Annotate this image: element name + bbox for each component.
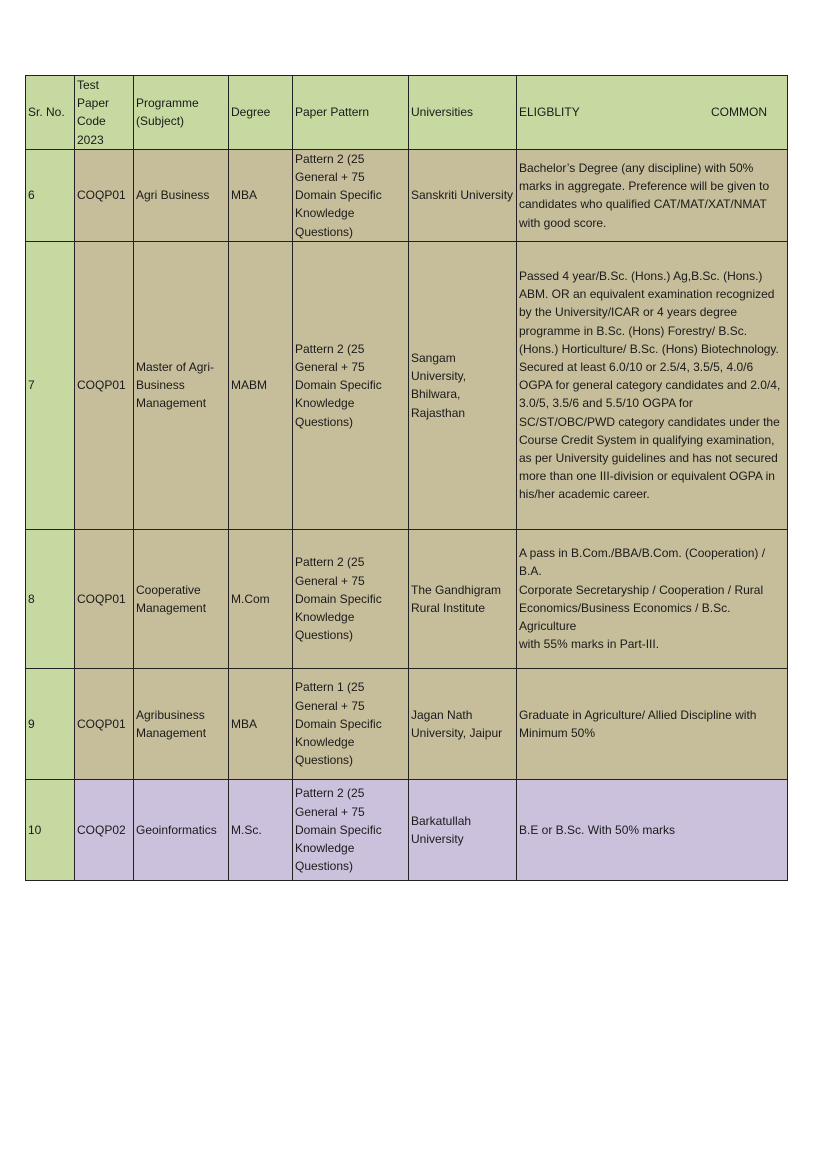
header-degree: Degree [229,76,293,150]
paper-pattern-cell: Pattern 1 (25 General + 75 Domain Specific Knowledge Questions) [293,668,409,779]
degree-cell: MBA [229,668,293,779]
table-row [26,668,788,779]
programme-cell: Geoinformatics [134,779,229,880]
degree-cell: MABM [229,241,293,529]
header-universities: Universities [409,76,517,150]
table-row [26,779,788,880]
paper-pattern-cell: Pattern 2 (25 General + 75 Domain Specific Knowledge Questions) [293,241,409,529]
sr-no-cell: 6 [26,149,75,241]
university-cell: Jagan Nath University, Jaipur [409,668,517,779]
paper-pattern-cell: Pattern 2 (25 General + 75 Domain Specific Knowledge Questions) [293,529,409,668]
programme-cell: Cooperative Management [134,529,229,668]
header-programme: Programme (Subject) [134,76,229,150]
eligibility-label: ELIGBLITY [519,105,580,120]
programme-cell: Agri Business [134,149,229,241]
eligibility-cell: A pass in B.Com./BBA/B.Com. (Cooperation) / B.A. Corporate Secretaryship / Cooperation / Rural Economics/Business Economics / B.Sc. Agriculture with 55% marks in Part-III. [517,529,788,668]
test-code-cell: COQP01 [75,241,134,529]
test-code-cell: COQP02 [75,779,134,880]
eligibility-cell: B.E or B.Sc. With 50% marks [517,779,788,880]
category-label: COMMON [711,105,767,120]
header-sr-no: Sr. No. [26,76,75,150]
eligibility-cell: Passed 4 year/B.Sc. (Hons.) Ag,B.Sc. (Hons.) ABM. OR an equivalent examination recognized by the University/ICAR or 4 years degree programme in B.Sc. (Hons) Forestry/ B.Sc. (Hons.) Horticulture/ B.Sc. (Hons) Biotechnology. Secured at least 6.0/10 or 2.5/4, 3.5/5, 4.0/6 OGPA for general category candidates and 2.0/4, 3.0/5, 3.5/6 and 5.5/10 OGPA for SC/ST/OBC/PWD category candidates under the Course Credit System in qualifying examination, as per University guidelines and has not secured more than one III-division or equivalent OGPA in his/her academic career. [517,241,788,529]
sr-no-cell: 10 [26,779,75,880]
table-row [26,149,788,241]
university-cell: Sangam University, Bhilwara, Rajasthan [409,241,517,529]
table-row [26,529,788,668]
test-code-cell: COQP01 [75,529,134,668]
degree-cell: M.Sc. [229,779,293,880]
sr-no-cell: 9 [26,668,75,779]
degree-cell: M.Com [229,529,293,668]
university-cell: Sanskriti University [409,149,517,241]
eligibility-table [25,75,788,881]
university-cell: Barkatullah University [409,779,517,880]
test-code-cell: COQP01 [75,668,134,779]
degree-cell: MBA [229,149,293,241]
header-row [26,76,788,150]
table-row [26,241,788,529]
header-eligibility [517,76,788,150]
university-cell: The Gandhigram Rural Institute [409,529,517,668]
header-test-code: Test Paper Code 2023 [75,76,134,150]
paper-pattern-cell: Pattern 2 (25 General + 75 Domain Specific Knowledge Questions) [293,149,409,241]
eligibility-cell: Graduate in Agriculture/ Allied Discipline with Minimum 50% [517,668,788,779]
header-paper-pattern: Paper Pattern [293,76,409,150]
test-code-cell: COQP01 [75,149,134,241]
programme-cell: Master of Agri-Business Management [134,241,229,529]
sr-no-cell: 7 [26,241,75,529]
sr-no-cell: 8 [26,529,75,668]
eligibility-cell: Bachelor’s Degree (any discipline) with 50% marks in aggregate. Preference will be given to candidates who qualified CAT/MAT/XAT/NMAT with good score. [517,149,788,241]
paper-pattern-cell: Pattern 2 (25 General + 75 Domain Specific Knowledge Questions) [293,779,409,880]
programme-cell: Agribusiness Management [134,668,229,779]
